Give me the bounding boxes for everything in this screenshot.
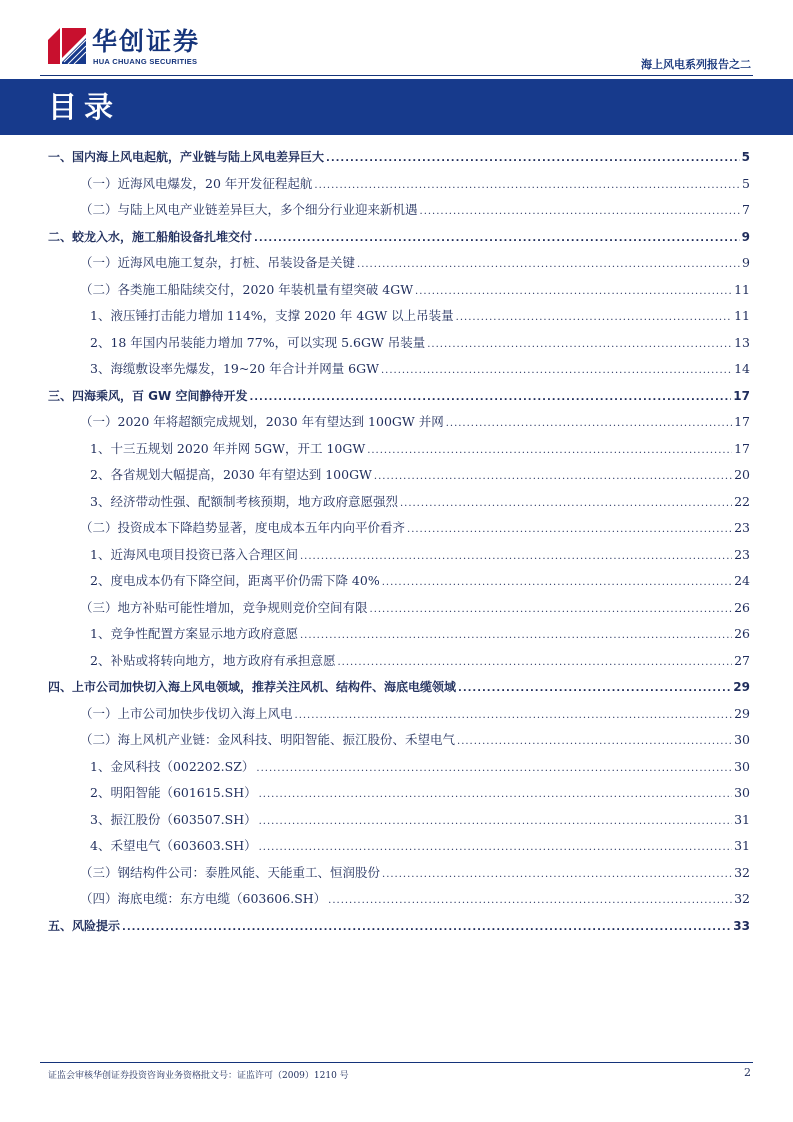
toc-entry-title: 1、金风科技（002202.SZ） [90, 758, 255, 774]
toc-entry-page: 29 [734, 705, 750, 721]
toc-entry[interactable] [90, 439, 750, 459]
toc-entry-title: （一）2020 年将超额完成规划，2030 年有望达到 100GW 并网 [80, 414, 444, 429]
toc-entry-page: 30 [734, 732, 750, 747]
toc-entry-title: 三、四海乘风，百 GW 空间静待开发 [48, 388, 248, 403]
page-number: 2 [744, 1066, 751, 1079]
toc-dot-leader [370, 600, 733, 620]
toc-entry-page: 11 [734, 281, 750, 297]
toc-entry-title: 3、海缆敷设率先爆发，19~20 年合计并网量 6GW [90, 361, 379, 376]
footer-license: 证监会审核华创证券投资咨询业务资格批文号：证监许可（2009）1210 号 [48, 1071, 349, 1081]
toc-entry-page: 30 [734, 785, 750, 800]
toc-dot-leader [458, 679, 731, 699]
toc-entry[interactable] [80, 889, 750, 909]
toc-entry[interactable] [80, 598, 750, 618]
toc-entry-title: 1、竞争性配置方案显示地方政府意愿 [90, 626, 298, 641]
toc-dot-leader [328, 891, 732, 911]
toc-entry[interactable] [48, 227, 750, 247]
toc-entry-page: 5 [741, 150, 750, 164]
toc-entry-page: 11 [734, 308, 750, 323]
toc-dot-leader [374, 467, 732, 487]
toc-entry[interactable] [90, 624, 750, 644]
toc-entry[interactable] [90, 783, 750, 803]
toc-entry-title: 二、蛟龙入水，施工船舶设备扎堆交付 [48, 229, 253, 244]
toc-entry[interactable] [90, 359, 750, 379]
toc-entry-title: 四、上市公司加快切入海上风电领域，推荐关注风机、结构件、海底电缆领域 [48, 680, 457, 694]
toc-dot-leader [400, 494, 732, 514]
toc-entry-title: 2、明阳智能（601615.SH） [90, 785, 257, 800]
toc-entry-page: 14 [734, 361, 750, 376]
toc-entry-page: 29 [733, 680, 750, 694]
toc-dot-leader [300, 626, 732, 646]
toc-entry-page: 17 [733, 388, 750, 403]
toc-entry-page: 32 [734, 891, 750, 906]
toc-dot-leader [314, 176, 740, 196]
toc-entry-title: （一）近海风电爆发，20 年开发征程起航 [80, 175, 313, 191]
toc-entry-title: （二）各类施工船陆续交付，2020 年装机量有望突破 4GW [80, 281, 414, 297]
header-divider [40, 75, 753, 76]
toc-entry[interactable] [90, 810, 750, 830]
toc-entry[interactable] [80, 174, 750, 194]
toc-entry-title: （四）海底电缆：东方电缆（603606.SH） [80, 891, 327, 906]
toc-entry[interactable] [80, 412, 750, 432]
toc-dot-leader [420, 202, 741, 222]
toc-entry-title: （二）海上风机产业链：金风科技、明阳智能、振江股份、禾望电气 [80, 732, 456, 747]
toc-entry-page: 22 [734, 493, 750, 509]
toc-entry-title: 3、经济带动性强、配额制考核预期，地方政府意愿强烈 [90, 493, 398, 509]
toc-dot-leader [259, 838, 732, 858]
toc-entry[interactable] [90, 306, 750, 326]
toc-entry[interactable] [80, 704, 750, 724]
toc-dot-leader [457, 732, 732, 752]
toc-entry[interactable] [80, 863, 750, 883]
toc-entry-page: 26 [734, 599, 750, 615]
toc-entry[interactable] [48, 386, 750, 406]
page-title: 目录 [48, 90, 121, 124]
toc-entry-title: 五、风险提示 [48, 918, 121, 933]
toc-dot-leader [357, 255, 740, 275]
toc-entry-title: （三）钢结构件公司：泰胜风能、天能重工、恒润股份 [80, 864, 381, 880]
footer-divider [40, 1062, 753, 1063]
report-series-title: 海上风电系列报告之二 [641, 58, 751, 71]
toc-dot-leader [254, 229, 740, 249]
toc-banner [0, 79, 793, 135]
toc-dot-leader [295, 706, 733, 726]
toc-dot-leader [456, 308, 732, 328]
toc-entry[interactable] [90, 836, 750, 856]
toc-entry-page: 31 [734, 811, 750, 827]
toc-dot-leader [427, 335, 732, 355]
toc-entry-title: （二）投资成本下降趋势显著，度电成本五年内向平价看齐 [80, 520, 406, 535]
toc-entry-title: 2、度电成本仍有下降空间，距离平价仍需下降 40% [90, 573, 380, 588]
toc-entry-page: 23 [734, 520, 750, 535]
toc-entry[interactable] [48, 677, 750, 697]
toc-dot-leader [446, 414, 732, 434]
toc-entry[interactable] [80, 200, 750, 220]
toc-dot-leader [326, 149, 740, 169]
toc-entry-title: 3、振江股份（603507.SH） [90, 811, 257, 827]
toc-entry-page: 30 [734, 758, 750, 774]
toc-entry[interactable] [80, 280, 750, 300]
toc-entry[interactable] [90, 651, 750, 671]
toc-entry[interactable] [80, 253, 750, 273]
logo-name-en: HUA CHUANG SECURITIES [93, 57, 198, 66]
toc-entry-title: （一）上市公司加快步伐切入海上风电 [80, 705, 293, 721]
toc-entry[interactable] [48, 916, 750, 936]
toc-entry-page: 26 [734, 626, 750, 641]
toc-entry-title: 2、补贴或将转向地方，地方政府有承担意愿 [90, 652, 336, 668]
toc-entry[interactable] [80, 518, 750, 538]
toc-entry[interactable] [90, 545, 750, 565]
toc-entry-page: 24 [734, 573, 750, 588]
toc-entry-title: 4、禾望电气（603603.SH） [90, 838, 257, 853]
toc-entry-page: 5 [742, 175, 750, 191]
toc-dot-leader [259, 785, 732, 805]
toc-entry-title: 1、液压锤打击能力增加 114%，支撑 2020 年 4GW 以上吊装量 [90, 308, 454, 323]
toc-entry-page: 32 [734, 864, 750, 880]
logo-name-cn: 华创证券 [92, 27, 201, 56]
toc-entry-title: 1、近海风电项目投资已落入合理区间 [90, 546, 298, 562]
toc-dot-leader [367, 441, 732, 461]
toc-dot-leader [382, 573, 732, 593]
toc-entry-title: （一）近海风电施工复杂，打桩、吊装设备是关键 [80, 255, 356, 270]
toc-entry-title: （二）与陆上风电产业链差异巨大，多个细分行业迎来新机遇 [80, 202, 418, 217]
toc-dot-leader [382, 865, 732, 885]
toc-dot-leader [249, 388, 731, 408]
toc-entry-page: 17 [734, 440, 750, 456]
toc-entry-page: 27 [734, 652, 750, 668]
toc-entry[interactable] [80, 730, 750, 750]
toc-entry-page: 20 [734, 467, 750, 482]
toc-entry-title: 一、国内海上风电起航，产业链与陆上风电差异巨大 [48, 150, 325, 164]
toc-entry-page: 9 [742, 255, 750, 270]
toc-entry-page: 17 [734, 414, 750, 429]
toc-entry-page: 7 [742, 202, 750, 217]
toc-entry-title: 2、各省规划大幅提高，2030 年有望达到 100GW [90, 467, 372, 482]
toc-dot-leader [259, 812, 732, 832]
toc-entry[interactable] [90, 465, 750, 485]
toc-entry-page: 23 [734, 546, 750, 562]
toc-dot-leader [407, 520, 732, 540]
toc-entry[interactable] [90, 333, 750, 353]
toc-dot-leader [300, 547, 732, 567]
toc-entry-page: 33 [733, 918, 750, 933]
toc-entry[interactable] [90, 492, 750, 512]
toc-dot-leader [256, 759, 732, 779]
toc-dot-leader [381, 361, 732, 381]
logo-icon [48, 28, 86, 64]
toc-dot-leader [337, 653, 732, 673]
toc-dot-leader [415, 282, 732, 302]
toc-entry-page: 9 [741, 229, 750, 244]
toc-entry-title: 2、18 年国内吊装能力增加 77%，可以实现 5.6GW 吊装量 [90, 334, 426, 350]
toc-entry-title: （三）地方补贴可能性增加，竞争规则竞价空间有限 [80, 599, 368, 615]
toc-entry[interactable] [48, 147, 750, 167]
page-header [0, 0, 793, 80]
toc-dot-leader [122, 918, 731, 938]
toc-entry-title: 1、十三五规划 2020 年并网 5GW，开工 10GW [90, 440, 366, 456]
toc-entry-page: 31 [734, 838, 750, 853]
toc-entry[interactable] [90, 571, 750, 591]
toc-entry[interactable] [90, 757, 750, 777]
toc-entry-page: 13 [734, 334, 750, 350]
